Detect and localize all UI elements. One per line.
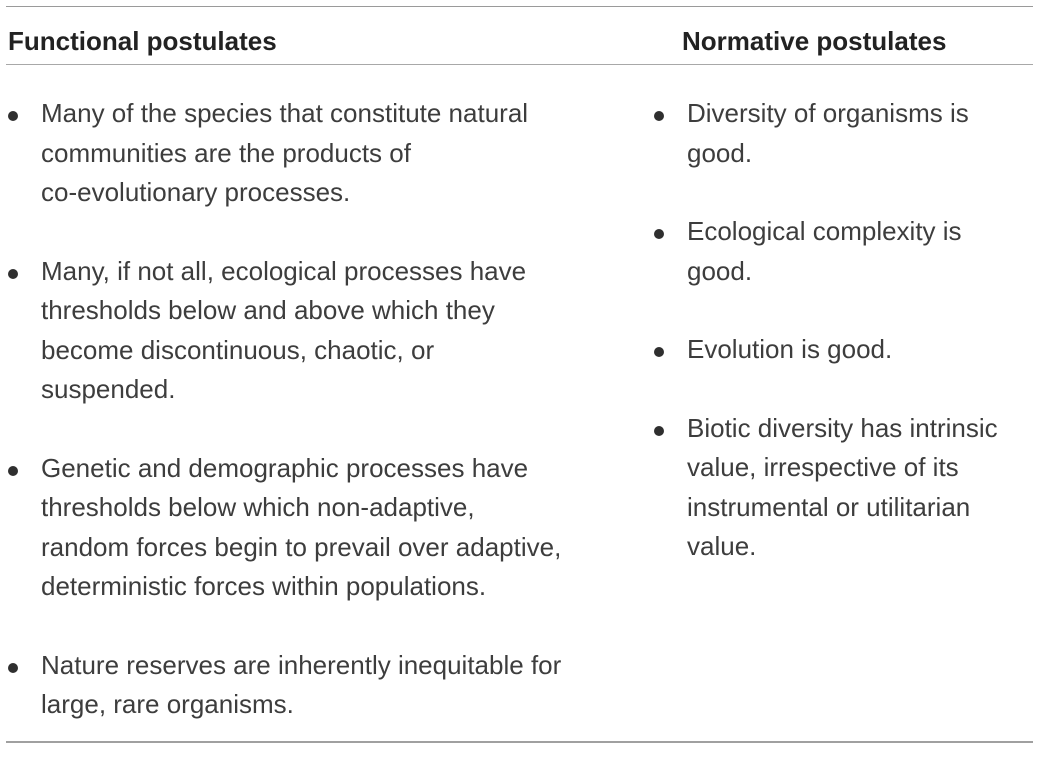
functional-item-line: random forces begin to prevail over adaptive,	[41, 531, 562, 562]
normative-item	[652, 409, 1034, 567]
functional-item-line: thresholds below and above which they	[41, 295, 495, 325]
functional-item	[6, 449, 606, 607]
normative-item	[652, 94, 1034, 173]
normative-postulates-column	[652, 94, 1034, 606]
normative-item-line: good.	[687, 137, 753, 168]
header-rule	[6, 64, 1033, 65]
normative-item-line: value, irrespective of its	[687, 452, 959, 482]
bullet-icon	[654, 111, 664, 121]
normative-item	[652, 212, 1034, 291]
functional-item-line: Many of the species that constitute natural	[41, 98, 529, 128]
functional-item	[6, 94, 606, 213]
normative-item-line: Ecological complexity is	[687, 216, 962, 246]
functional-item-line: communities are the products of	[41, 137, 411, 168]
normative-item-line: Biotic diversity has intrinsic	[687, 412, 998, 443]
functional-item-line: Nature reserves are inherently inequitable for	[41, 649, 562, 680]
bullet-icon	[8, 663, 18, 673]
normative-item-line: good.	[687, 255, 753, 286]
normative-item-line: Diversity of organisms is	[687, 98, 969, 128]
functional-item-line: co-evolutionary processes.	[41, 177, 351, 207]
table-top-rule	[6, 6, 1033, 7]
bullet-icon	[8, 111, 18, 121]
functional-item-line: Many, if not all, ecological processes have	[41, 255, 527, 286]
bullet-icon	[8, 466, 18, 476]
normative-item-line: value.	[687, 531, 757, 561]
header-normative-postulates: Normative postulates	[682, 26, 947, 56]
bullet-icon	[8, 269, 18, 279]
functional-item	[6, 252, 606, 410]
functional-item-line: large, rare organisms.	[41, 689, 294, 719]
normative-item	[652, 330, 1034, 370]
functional-postulates-column	[6, 94, 606, 764]
bullet-icon	[654, 426, 664, 436]
normative-item-line: Evolution is good.	[687, 334, 893, 364]
bullet-icon	[654, 229, 664, 239]
header-functional-postulates: Functional postulates	[8, 26, 277, 56]
functional-item-line: suspended.	[41, 374, 176, 404]
functional-item-line: thresholds below which non-adaptive,	[41, 492, 475, 522]
functional-item-line: become discontinuous, chaotic, or	[41, 334, 435, 365]
table-bottom-rule	[6, 741, 1033, 743]
functional-item	[6, 646, 606, 725]
functional-item-line: Genetic and demographic processes have	[41, 452, 529, 483]
normative-item-line: instrumental or utilitarian	[687, 491, 971, 522]
bullet-icon	[654, 347, 664, 357]
functional-item-line: deterministic forces within populations.	[41, 571, 487, 601]
